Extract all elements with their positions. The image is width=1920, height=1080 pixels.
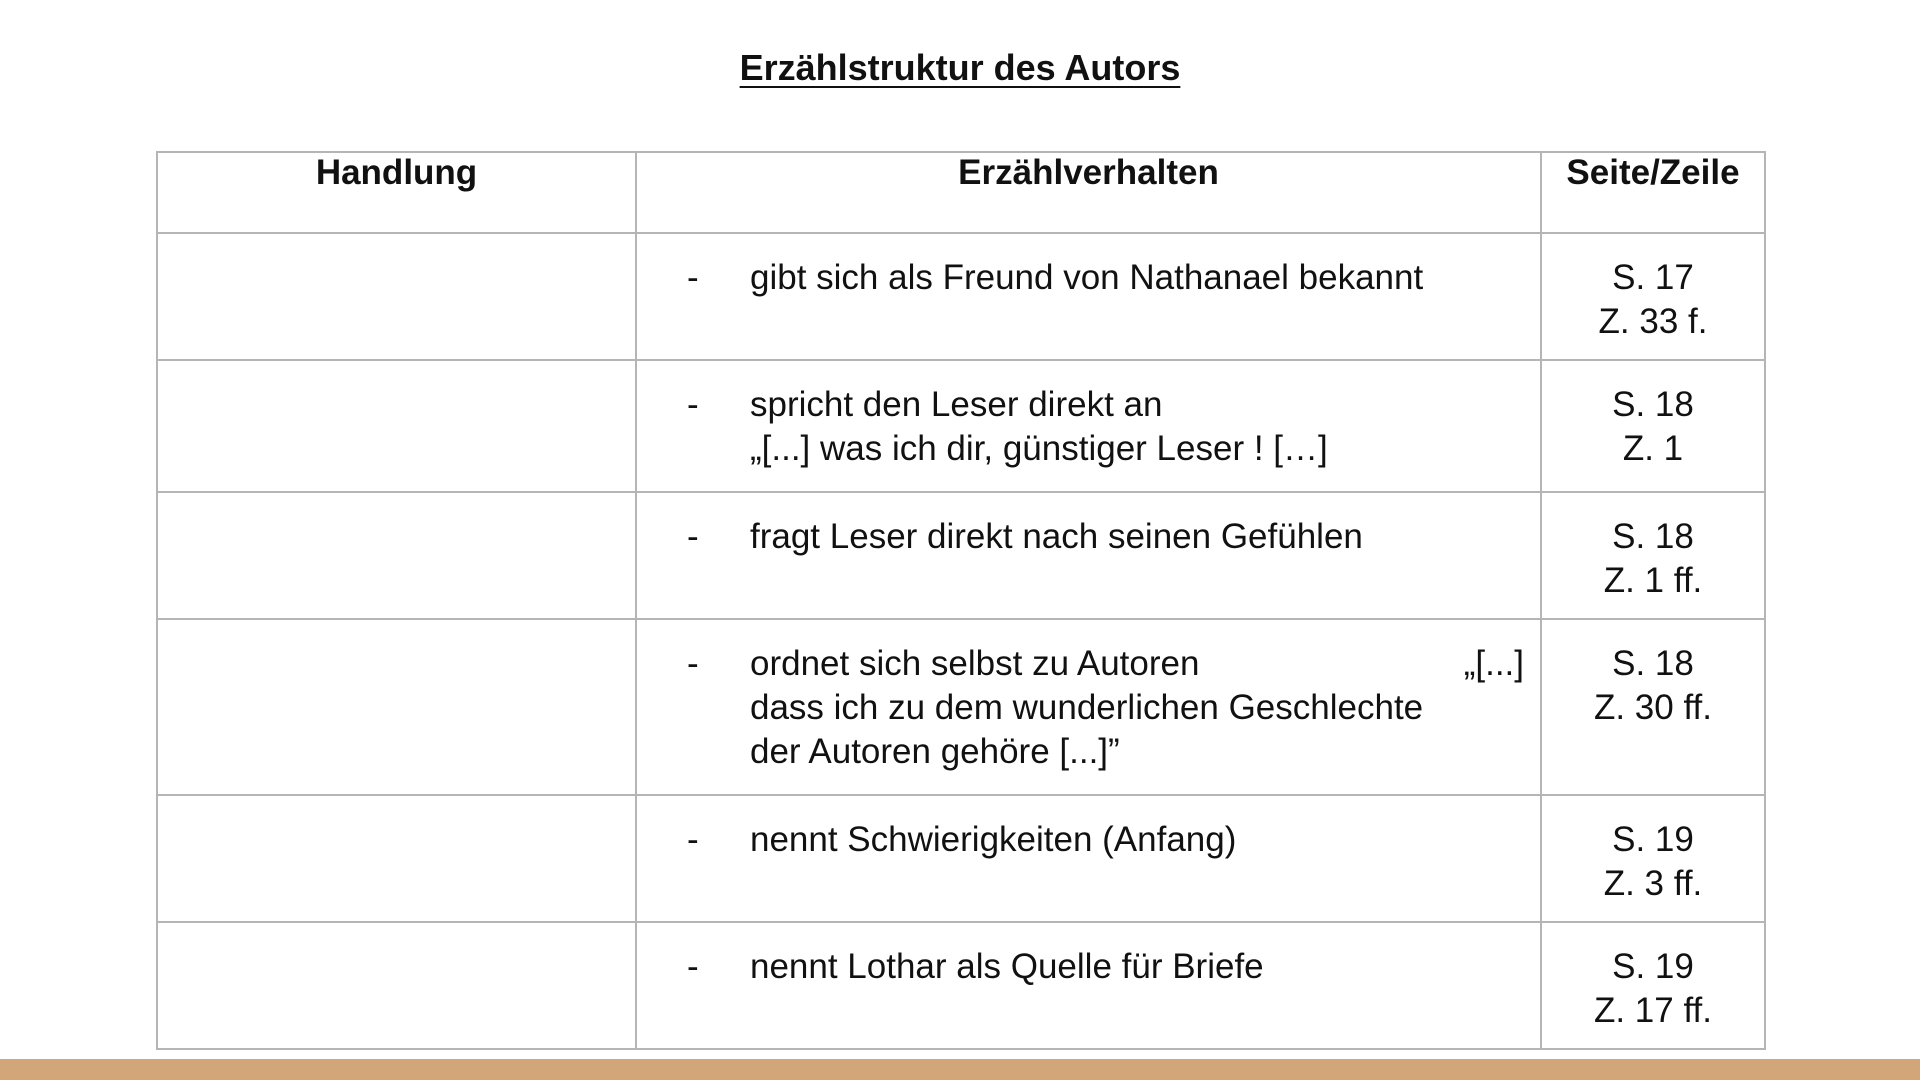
cell-erzaehlverhalten — [636, 492, 1541, 619]
cell-handlung — [157, 922, 636, 1049]
behaviour-line — [750, 730, 1522, 774]
line-reference: Z. 1 — [1622, 429, 1684, 468]
bullet-dash: - — [687, 820, 699, 859]
cell-seite-zeile — [1541, 492, 1765, 619]
behaviour-line — [750, 383, 1522, 427]
behaviour-line-text: fragt Leser direkt nach seinen Gefühlen — [750, 517, 1363, 556]
table-header-row — [157, 152, 1765, 233]
cell-seite-zeile — [1541, 922, 1765, 1049]
behaviour-line-text: nennt Lothar als Quelle für Briefe — [750, 947, 1264, 986]
cell-seite-zeile — [1541, 619, 1765, 795]
table-row — [157, 233, 1765, 360]
cell-handlung — [157, 492, 636, 619]
table-row — [157, 492, 1765, 619]
cell-erzaehlverhalten — [636, 795, 1541, 922]
page-reference: S. 19 — [1612, 947, 1694, 986]
behaviour-line — [750, 686, 1522, 730]
behaviour-line — [750, 642, 1522, 686]
cell-erzaehlverhalten — [636, 233, 1541, 360]
cell-handlung — [157, 795, 636, 922]
page-reference: S. 18 — [1612, 517, 1694, 556]
cell-erzaehlverhalten — [636, 922, 1541, 1049]
behaviour-line — [750, 945, 1522, 989]
cell-erzaehlverhalten — [636, 360, 1541, 492]
behaviour-line — [750, 515, 1522, 559]
bullet-dash: - — [687, 947, 699, 986]
bullet-dash: - — [687, 644, 699, 683]
behaviour-line — [750, 256, 1522, 300]
page-reference: S. 17 — [1612, 258, 1694, 297]
header-handlung: Handlung — [157, 152, 636, 233]
page-reference: S. 19 — [1612, 820, 1694, 859]
behaviour-line — [750, 818, 1522, 862]
cell-handlung — [157, 233, 636, 360]
footer-bar — [0, 1059, 1920, 1080]
cell-seite-zeile — [1541, 360, 1765, 492]
cell-handlung — [157, 360, 636, 492]
bullet-dash: - — [687, 385, 699, 424]
table-row — [157, 360, 1765, 492]
page-reference: S. 18 — [1612, 644, 1694, 683]
narrative-structure-table — [156, 151, 1766, 1050]
document-title: Erzählstruktur des Autors — [739, 47, 1181, 88]
line-reference: Z. 33 f. — [1598, 302, 1708, 341]
behaviour-line-text: „[...] was ich dir, günstiger Leser ! […] — [750, 429, 1328, 468]
behaviour-line-text: dass ich zu dem wunderlichen Geschlechte — [750, 688, 1424, 727]
behaviour-line-text: ordnet sich selbst zu Autoren — [750, 644, 1200, 683]
cell-seite-zeile — [1541, 795, 1765, 922]
table-row — [157, 795, 1765, 922]
behaviour-line-text: nennt Schwierigkeiten (Anfang) — [750, 820, 1237, 859]
behaviour-line — [750, 427, 1522, 471]
cell-seite-zeile — [1541, 233, 1765, 360]
bullet-dash: - — [687, 517, 699, 556]
quote-opening: „[...] — [1463, 644, 1524, 683]
cell-erzaehlverhalten — [636, 619, 1541, 795]
line-reference: Z. 1 ff. — [1603, 561, 1703, 600]
cell-handlung — [157, 619, 636, 795]
table-row — [157, 619, 1765, 795]
page-reference: S. 18 — [1612, 385, 1694, 424]
behaviour-line-text: der Autoren gehöre [...]” — [750, 732, 1120, 771]
line-reference: Z. 17 ff. — [1593, 991, 1713, 1030]
behaviour-line-text: spricht den Leser direkt an — [750, 385, 1163, 424]
header-erzaehlverhalten: Erzählverhalten — [636, 152, 1541, 233]
table-row — [157, 922, 1765, 1049]
table-body — [157, 233, 1765, 1049]
header-seite-zeile: Seite/Zeile — [1541, 152, 1765, 233]
line-reference: Z. 30 ff. — [1593, 688, 1713, 727]
behaviour-line-text: gibt sich als Freund von Nathanael bekannt — [750, 258, 1424, 297]
line-reference: Z. 3 ff. — [1603, 864, 1703, 903]
bullet-dash: - — [687, 258, 699, 297]
